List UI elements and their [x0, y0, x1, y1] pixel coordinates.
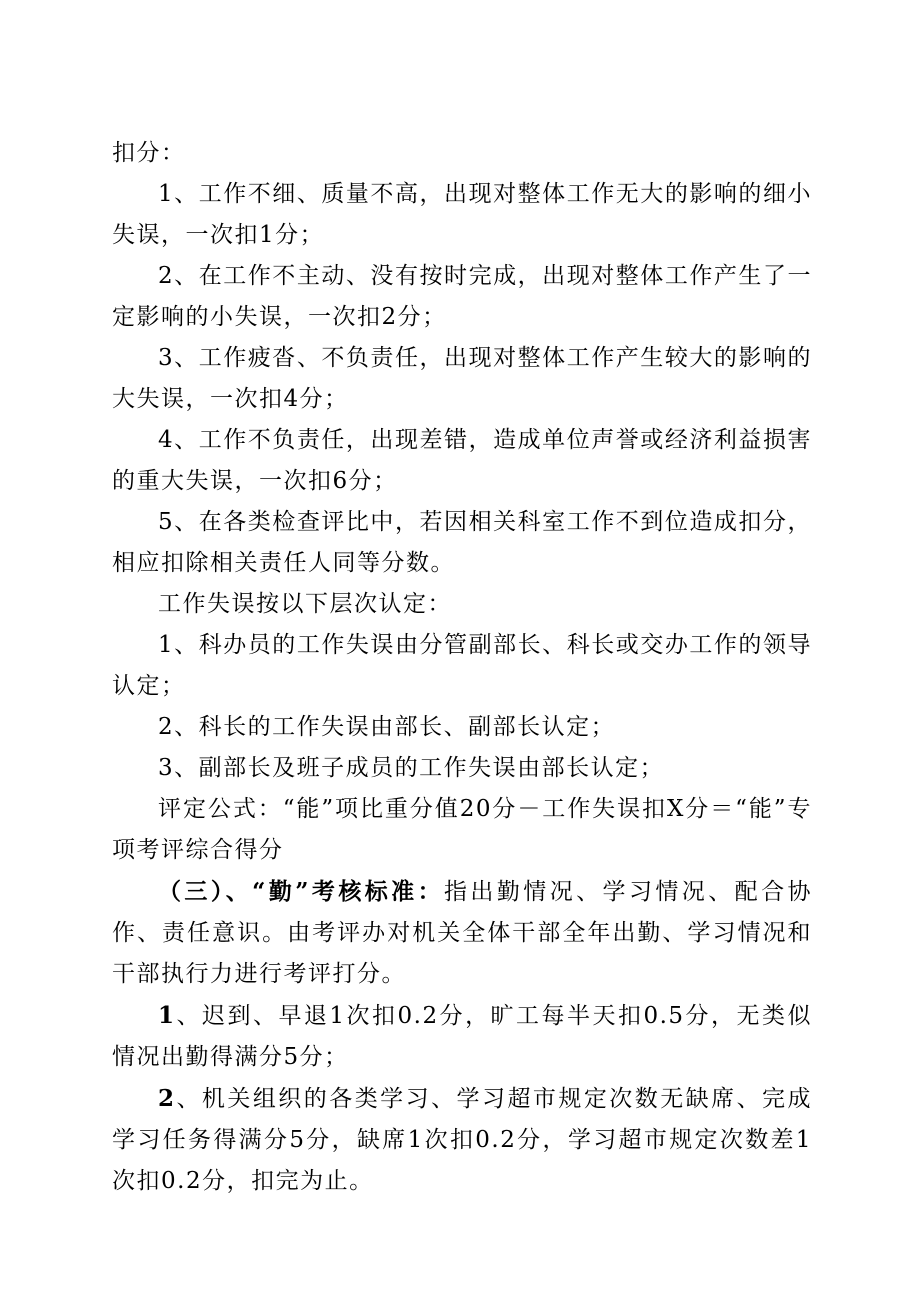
paragraph-error-levels-intro: 工作失误按以下层次认定： [158, 591, 452, 617]
paragraph-error-level-1: 1、科办员的工作失误由分管副部长、科长或交办工作的领导认定； [112, 632, 812, 699]
section-three-heading: （三）、“勤”考核标准： [158, 878, 445, 905]
paragraph-deduction-rule-3: 3、工作疲沓、不负责任，出现对整体工作产生较大的影响的大失误，一次扣4分； [112, 345, 812, 412]
document-body [112, 133, 812, 1202]
paragraph-error-level-3: 3、副部长及班子成员的工作失误由部长认定； [158, 755, 665, 781]
attendance-rule-1-number: 1 [158, 1002, 176, 1029]
paragraph-deduction-rule-5: 5、在各类检查评比中，若因相关科室工作不到位造成扣分，相应扣除相关责任人同等分数。 [112, 509, 812, 576]
attendance-rule-2-number: 2 [158, 1085, 176, 1112]
paragraph-deduction-intro: 扣分： [112, 140, 186, 166]
paragraph-attendance-rule-2 [112, 1078, 812, 1202]
paragraph-attendance-rule-1 [112, 995, 812, 1078]
section-three-body: 指出勤情况、学习情况、配合协作、责任意识。由考评办对机关全体干部全年出勤、学习情况和干部执行力进行考评打分。 [112, 879, 812, 987]
attendance-rule-2-text: 、机关组织的各类学习、学习超市规定次数无缺席、完成学习任务得满分5分，缺席1次扣0.2分，学习超市规定次数差1次扣0.2分，扣完为止。 [112, 1086, 812, 1194]
paragraph-deduction-rule-2: 2、在工作不主动、没有按时完成，出现对整体工作产生了一定影响的小失误，一次扣2分； [112, 263, 812, 330]
paragraph-evaluation-formula: 评定公式：“能”项比重分值20分－工作失误扣X分＝“能”专项考评综合得分 [112, 796, 812, 863]
paragraph-error-level-2: 2、科长的工作失误由部长、副部长认定； [158, 714, 616, 740]
paragraph-deduction-rule-4: 4、工作不负责任，出现差错，造成单位声誉或经济利益损害的重大失误，一次扣6分； [112, 427, 812, 494]
paragraph-section-three [112, 871, 812, 995]
attendance-rule-1-text: 、迟到、早退1次扣0.2分，旷工每半天扣0.5分，无类似情况出勤得满分5分； [112, 1003, 812, 1070]
paragraph-deduction-rule-1: 1、工作不细、质量不高，出现对整体工作无大的影响的细小失误，一次扣1分； [112, 181, 812, 248]
